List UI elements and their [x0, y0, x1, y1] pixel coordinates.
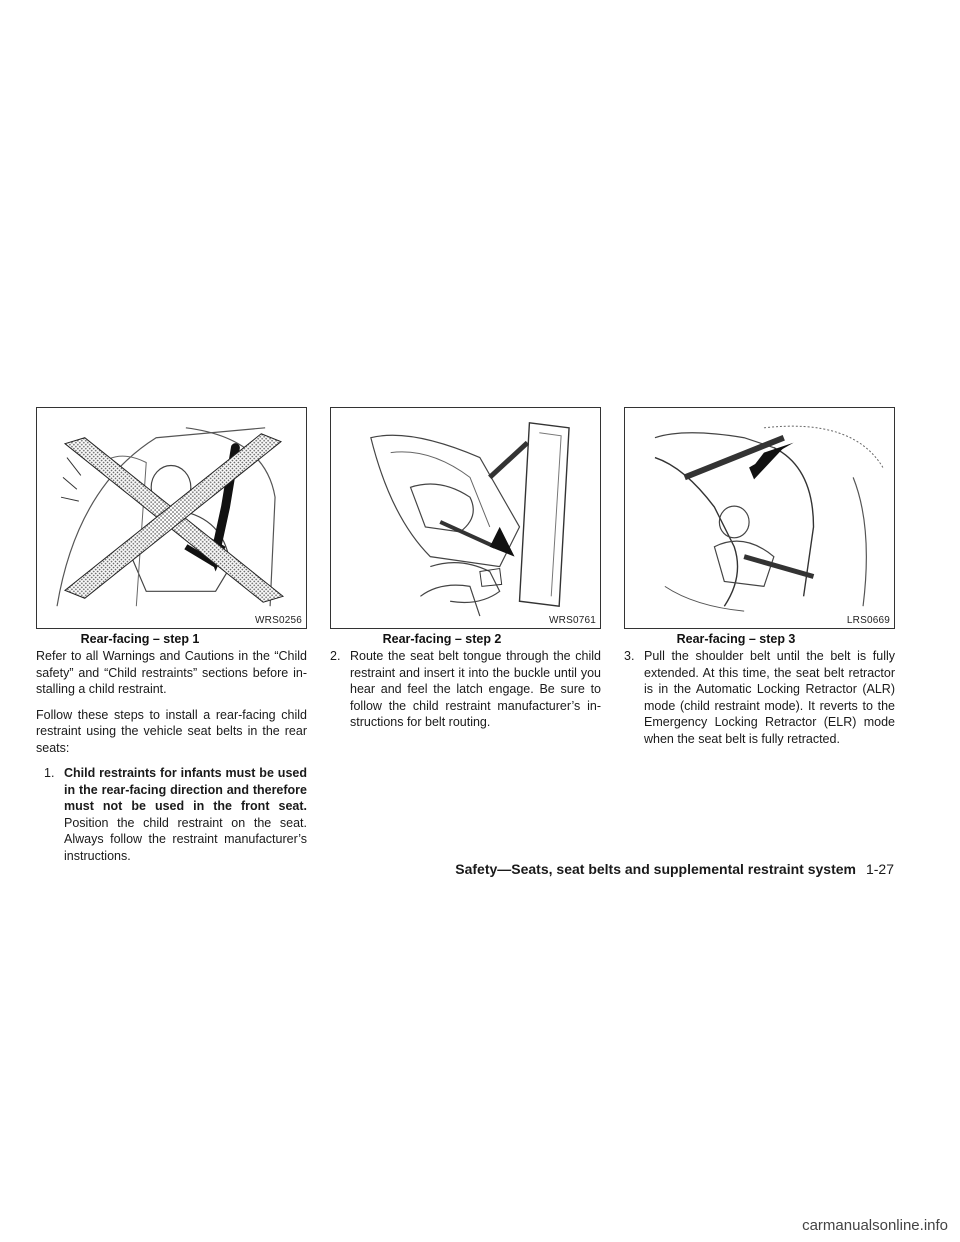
figure-code: WRS0761	[549, 615, 596, 626]
figure-caption-step-2: Rear-facing – step 2	[382, 632, 502, 646]
text-column-3	[624, 648, 895, 747]
figure-rear-facing-step-2	[330, 407, 601, 629]
step-number: 3.	[624, 649, 635, 663]
step-number: 2.	[330, 649, 341, 663]
figure-rear-facing-step-1	[36, 407, 307, 629]
section-title: Safety—Seats, seat belts and supplemental restraint system	[455, 861, 856, 877]
page-number: 1-27	[865, 861, 894, 877]
figure-code: LRS0669	[846, 615, 890, 626]
figure-rear-facing-step-3	[624, 407, 895, 629]
step-body	[64, 765, 307, 864]
watermark: carmanualsonline.info	[802, 1217, 948, 1234]
step-number: 1.	[44, 766, 55, 780]
text-column-1	[36, 648, 307, 864]
step-3	[624, 648, 895, 747]
illustration-step-1	[37, 408, 306, 628]
illustration-step-3	[625, 408, 894, 628]
step-2	[330, 648, 601, 731]
step-text: Position the child restraint on the seat. Always follow the restraint manufacturer’s instructions.	[64, 815, 307, 863]
intro-paragraph: Refer to all Warnings and Cautions in the “Child safety” and “Child restraints” sections before in-stalling a child restraint.	[36, 649, 307, 696]
step-1	[36, 765, 307, 864]
text-column-2	[330, 648, 601, 731]
page-footer	[455, 861, 894, 877]
illustration-step-2	[331, 408, 600, 628]
step-text: Pull the shoulder belt until the belt is fully extended. At this time, the seat belt retractor is in the Automatic Locking Retractor (ALR) mode (child restraint mode). It reverts to the Emergency Locking Retractor (ELR) mode when the seat belt is fully retracted.	[644, 649, 895, 746]
step-text: Route the seat belt tongue through the child restraint and insert it into the buckle until you hear and feel the latch engage. Be sure to follow the child restraint manufacturer’s in-structions for belt routing.	[350, 649, 601, 729]
figure-code: WRS0256	[255, 615, 302, 626]
figure-caption-step-1: Rear-facing – step 1	[80, 632, 200, 646]
steps-intro-paragraph: Follow these steps to install a rear-facing child restraint using the vehicle seat belts in the rear seats:	[36, 707, 307, 755]
step-warning: Child restraints for infants must be used in the rear-facing direction and therefore must not be used in the front seat.	[64, 766, 307, 813]
figure-caption-step-3: Rear-facing – step 3	[676, 632, 796, 646]
